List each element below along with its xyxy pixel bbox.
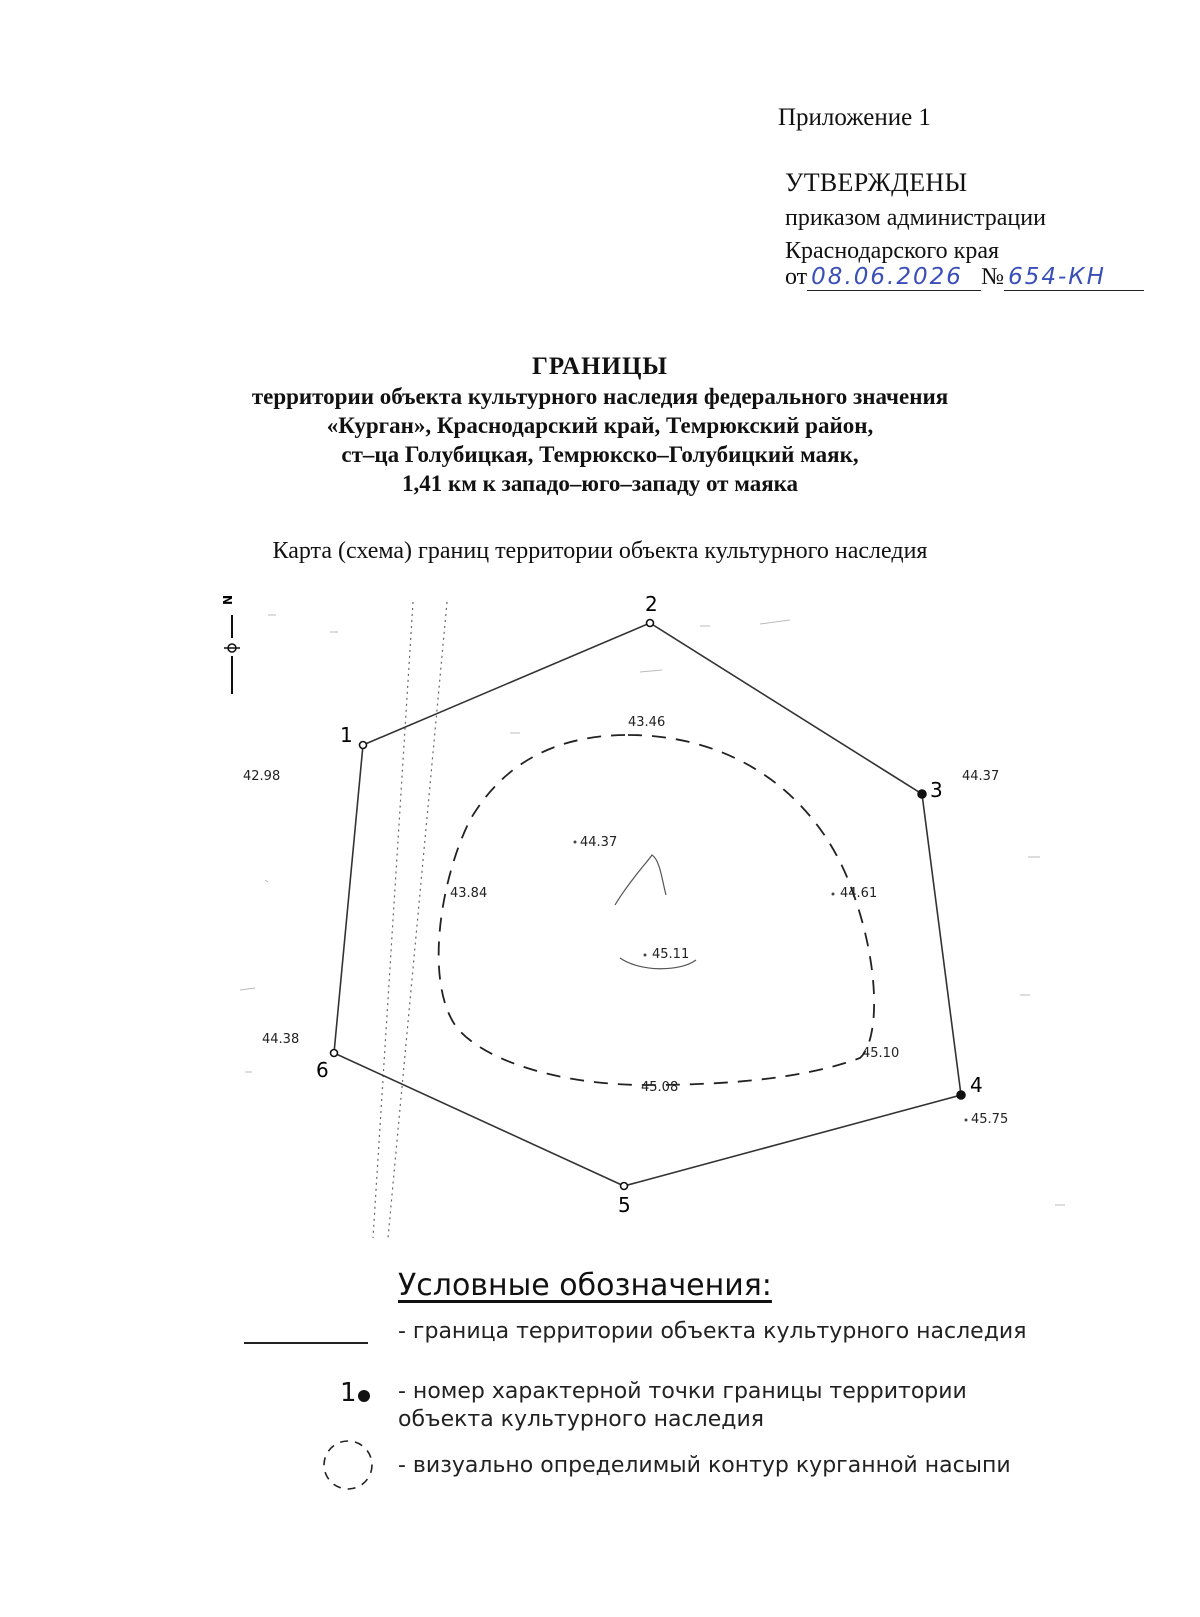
elevation-mark: 44.37 — [580, 835, 618, 850]
point-label-6: 6 — [316, 1058, 329, 1082]
legend-title: Условные обозначения: — [398, 1268, 772, 1303]
order-date: 08.06.2026 — [807, 264, 981, 291]
elevation-mark: 45.08 — [641, 1080, 679, 1095]
legend-point-number: 1 — [340, 1378, 357, 1408]
boundary-point-6 — [331, 1050, 338, 1057]
legend-boundary-text: - граница территории объекта культурного наследия — [398, 1319, 1027, 1344]
elevation-mark: 45.11 — [652, 947, 690, 962]
title-line-4: 1,41 км к западо–юго–западу от маяка — [401, 471, 799, 496]
number-sign: № — [981, 264, 1005, 290]
map-subtitle: Карта (схема) границ территории объекта культурного наследия — [272, 538, 928, 564]
road-line-right — [388, 602, 447, 1238]
order-number: 654-КН — [1004, 264, 1144, 291]
appendix-label: Приложение 1 — [778, 104, 931, 131]
legend-mound-text: - визуально определимый контур курганной насыпи — [398, 1453, 1011, 1478]
elevation-mark: 45.10 — [862, 1046, 900, 1061]
elevation-mark: 44.38 — [262, 1032, 300, 1047]
elevation-mark: 43.46 — [628, 715, 666, 730]
elevation-mark: 42.98 — [243, 769, 281, 784]
boundary-point-4 — [957, 1091, 965, 1099]
north-arrow-icon — [221, 595, 240, 694]
boundary-point-5 — [621, 1183, 628, 1190]
title-line-1: территории объекта культурного наследия федерального значения — [251, 384, 949, 409]
summit-line — [615, 855, 666, 905]
legend-point-text: - номер характерной точки границы территории объекта культурного наследия — [398, 1379, 967, 1432]
title-line-2: «Курган», Краснодарский край, Темрюкский район, — [326, 413, 874, 438]
title-line-3: ст–ца Голубицкая, Темрюкско–Голубицкий маяк, — [341, 442, 859, 467]
point-label-5: 5 — [618, 1193, 631, 1217]
elevation-mark: 44.61 — [840, 886, 878, 901]
boundary-point-1 — [360, 742, 367, 749]
boundary-points — [331, 620, 966, 1190]
road-line-left — [373, 602, 413, 1238]
elevation-dots — [574, 841, 968, 1122]
point-label-1: 1 — [340, 723, 353, 747]
mound-contour — [439, 735, 874, 1085]
title-main: ГРАНИЦЫ — [532, 353, 668, 380]
order-line-2: Краснодарского края — [785, 238, 1000, 264]
point-label-2: 2 — [645, 592, 658, 616]
elevation-mark: 45.75 — [971, 1112, 1009, 1127]
elevation-mark: 44.37 — [962, 769, 1000, 784]
boundary-point-3 — [918, 790, 926, 798]
point-label-4: 4 — [970, 1073, 983, 1097]
elevation-mark: 43.84 — [450, 886, 488, 901]
point-label-3: 3 — [930, 778, 943, 802]
boundary-point-2 — [647, 620, 654, 627]
survey-speckles — [240, 615, 1065, 1205]
date-prefix: от — [785, 264, 808, 290]
north-label: N — [221, 594, 235, 605]
legend-point-dot — [358, 1390, 370, 1402]
legend-mound-sample — [324, 1441, 372, 1489]
territory-boundary — [334, 623, 961, 1186]
order-line-1: приказом администрации — [785, 205, 1046, 231]
approval-stamp: УТВЕРЖДЕНЫ — [785, 168, 968, 197]
